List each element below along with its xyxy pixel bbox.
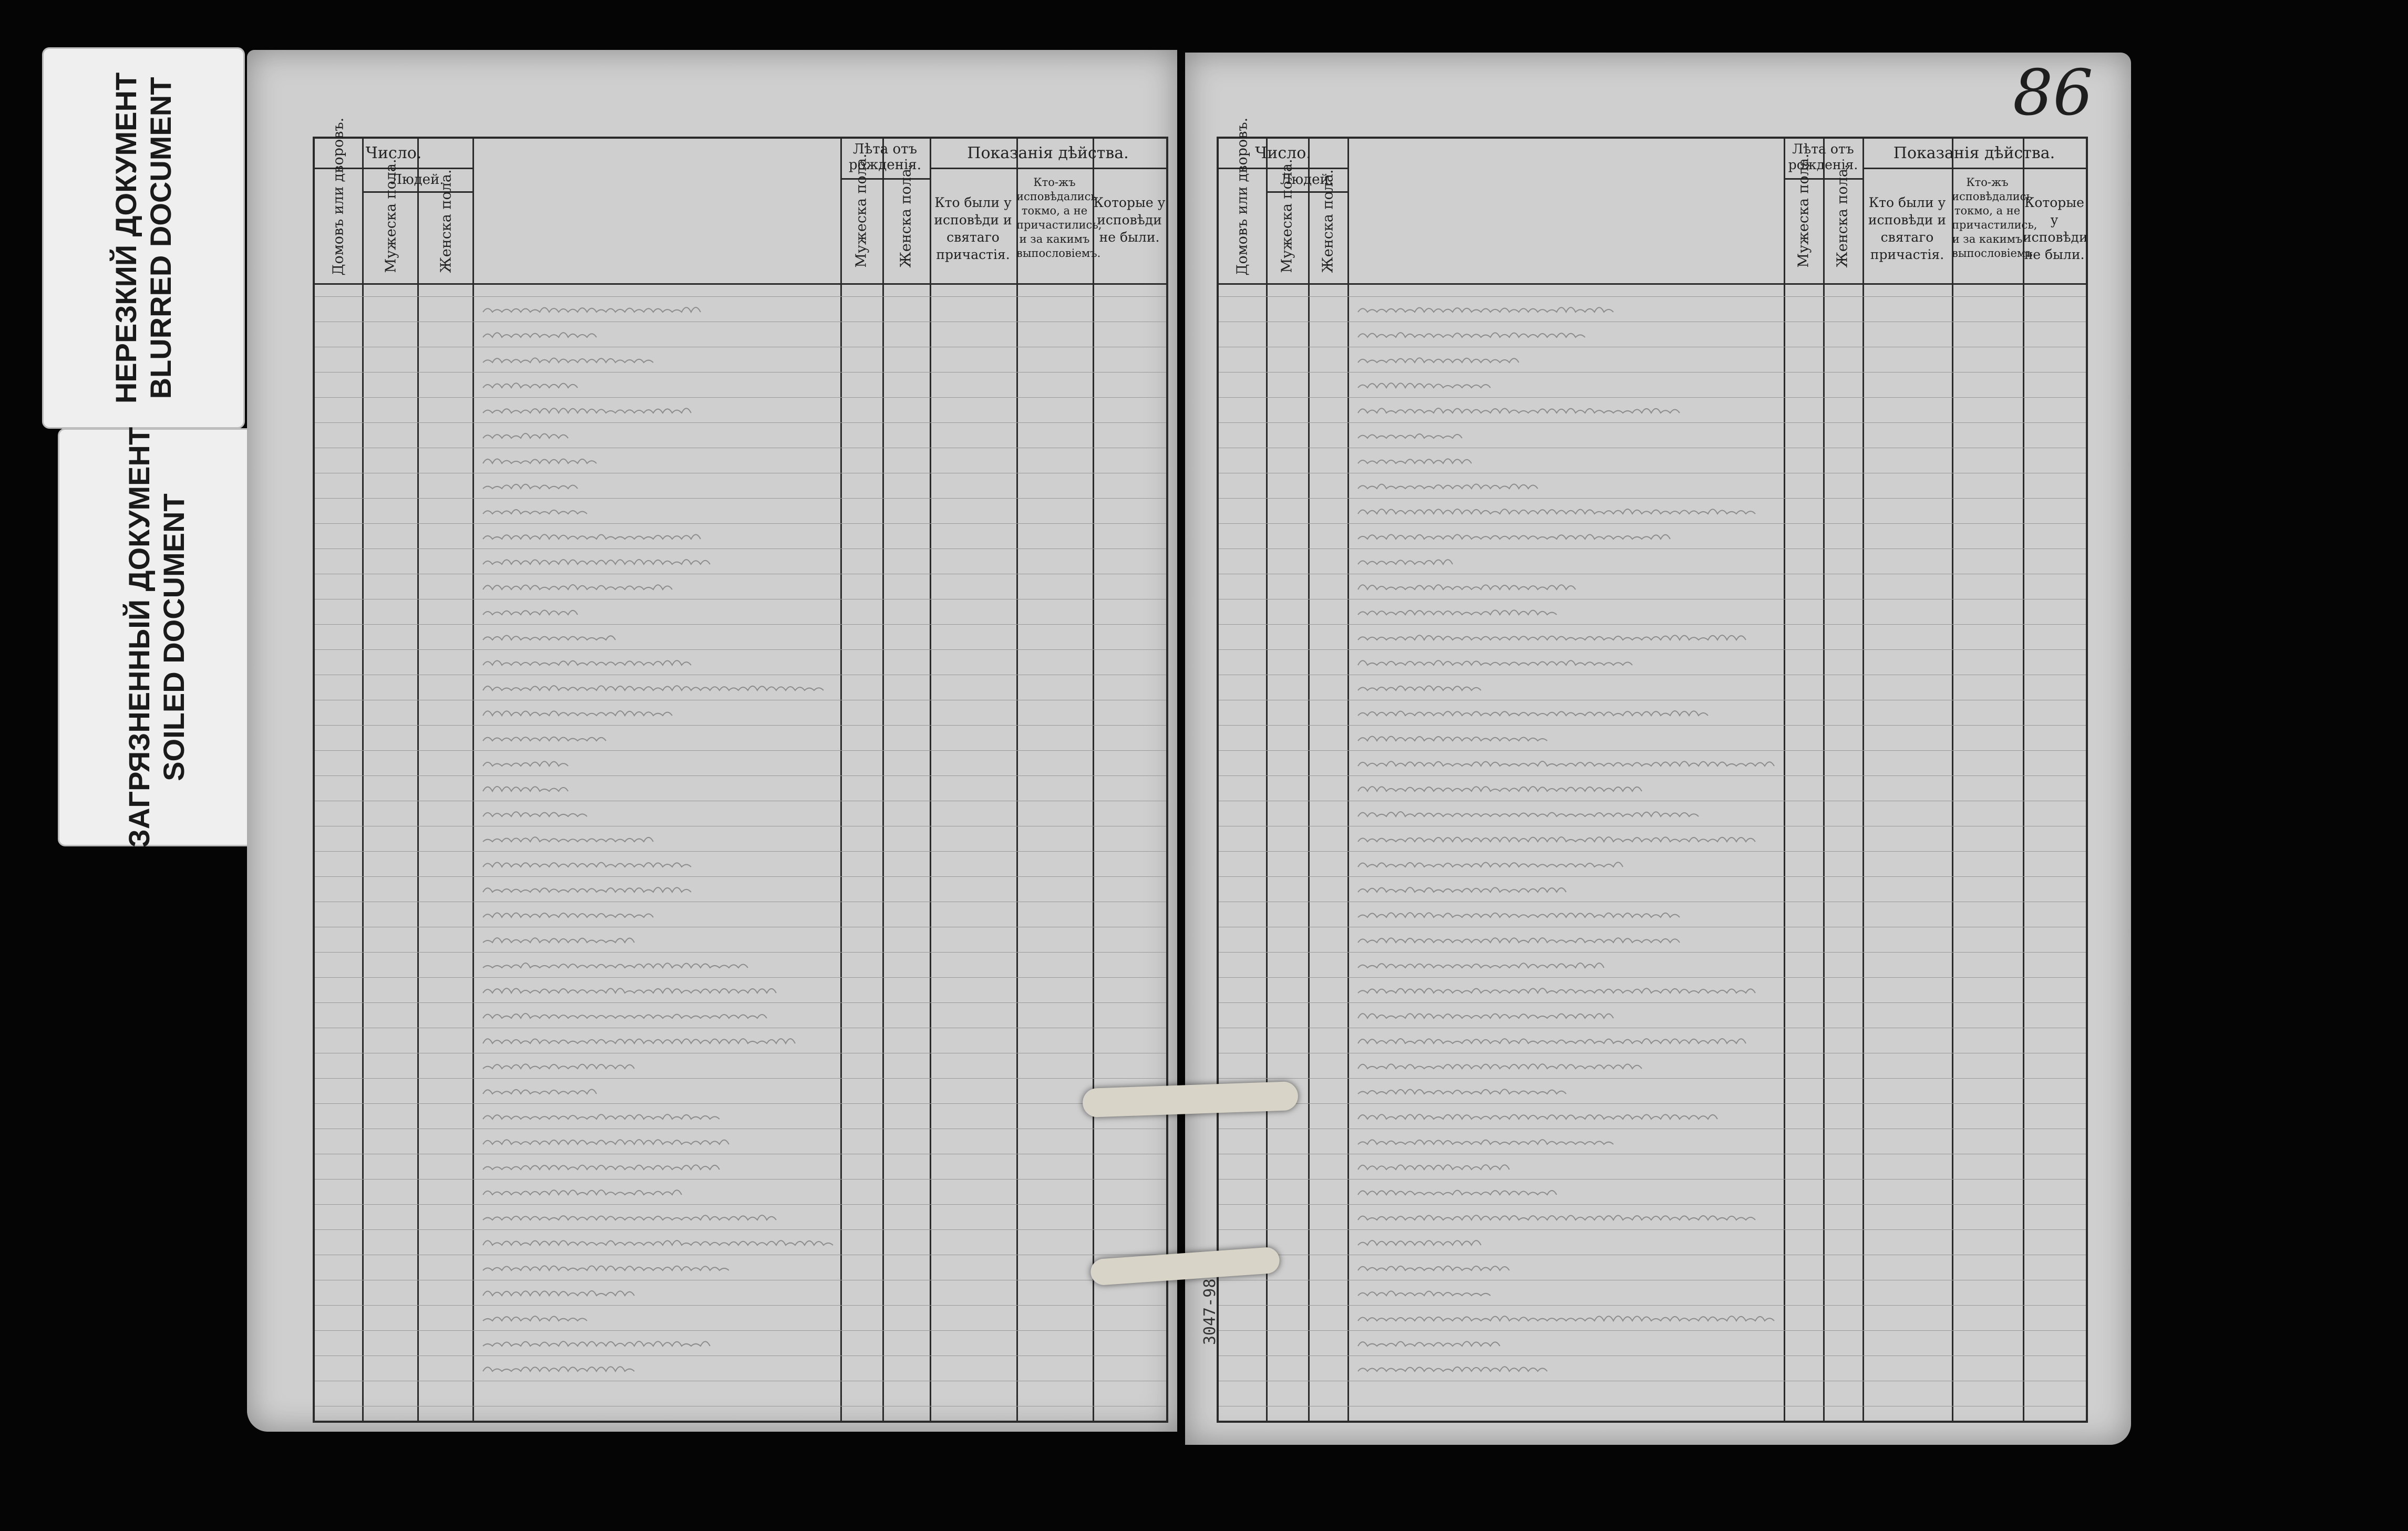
handwriting-stroke [483, 1291, 634, 1296]
handwriting-stroke [483, 484, 578, 489]
handwriting-stroke [1358, 1240, 1481, 1245]
handwriting-stroke [1358, 484, 1538, 489]
handwriting-stroke [1358, 1291, 1490, 1296]
header-pokazaniya-right: Показанія дѣйства. [1893, 144, 2055, 162]
handwriting-stroke [483, 938, 634, 943]
handwriting-stroke [1358, 1266, 1509, 1270]
handwriting-stroke [1358, 1165, 1509, 1170]
handwriting-stroke [483, 1140, 729, 1144]
header-lyudey: Людей. [390, 172, 444, 188]
handwriting-stroke [1358, 761, 1774, 766]
handwriting-stroke [483, 1039, 795, 1043]
header-leta-zhen: Женска пола. [898, 164, 914, 268]
handwriting-stroke [1358, 1191, 1557, 1195]
handwriting-stroke [483, 863, 691, 867]
handwriting-stroke [483, 610, 578, 615]
handwriting-stroke [1358, 1140, 1613, 1144]
handwriting-stroke [483, 1013, 767, 1018]
header-ispov: Кто-жъ исповѣдались токмо, а не причастились, и за какимъ выпословіемъ. [1016, 176, 1102, 260]
handwriting-stroke [1358, 434, 1462, 438]
header-muzh: Мужеска пола. [383, 159, 399, 273]
blurred-label-en: BLURRED DOCUMENT [144, 77, 177, 399]
handwriting-stroke [1358, 408, 1680, 413]
blurred-label-ru: НЕРЕЗКИЙ ДОКУМЕНТ [109, 72, 142, 404]
handwriting-stroke [483, 787, 568, 791]
header-leta-zhen-right: Женска пола. [1834, 164, 1851, 268]
handwriting-stroke [483, 660, 691, 665]
handwriting-stroke [483, 837, 653, 842]
soiled-label-ru: ЗАГРЯЗНЕННЫЙ ДОКУМЕНТ [122, 427, 156, 848]
handwriting-stroke [1358, 887, 1566, 892]
handwriting-stroke [483, 585, 672, 589]
handwriting-stroke [483, 1215, 776, 1220]
header-ne-byli: Которые у исповѣди не были. [1093, 195, 1166, 245]
handwriting-stroke [1358, 1341, 1500, 1346]
handwriting-stroke [1358, 963, 1604, 968]
soiled-label-en: SOILED DOCUMENT [157, 493, 190, 781]
handwriting-stroke [483, 534, 701, 539]
handwriting-stroke [483, 333, 596, 337]
header-leta: Лѣта отъ рожденія. [849, 141, 921, 173]
handwriting-stroke [483, 686, 824, 690]
handwriting-stroke [483, 1240, 833, 1245]
header-chislo: Число. [365, 144, 422, 162]
handwriting-stroke [1358, 837, 1755, 842]
handwriting-stroke [1358, 534, 1670, 539]
handwriting-stroke [483, 887, 691, 892]
handwriting-stroke [483, 963, 748, 968]
handwriting-stroke [1358, 736, 1547, 741]
handwriting-stroke [483, 711, 672, 716]
handwriting-stroke [483, 1190, 682, 1195]
handwriting-stroke [1358, 1367, 1547, 1371]
handwriting-stroke [483, 1064, 634, 1069]
handwriting-stroke [1358, 358, 1519, 363]
header-leta-muzh-right: Мужеска пола. [1795, 153, 1812, 268]
header-lyudey-right: Людей. [1280, 172, 1334, 188]
handwriting-stroke [483, 1165, 719, 1170]
handwriting-stroke [483, 1089, 596, 1094]
handwriting-stroke [1358, 509, 1755, 514]
handwriting-stroke [483, 510, 587, 514]
handwriting-stroke [1358, 1064, 1642, 1069]
handwriting-stroke [1358, 1013, 1613, 1018]
header-byli: Кто были у исповѣди и святаго причастія. [934, 195, 1012, 262]
handwriting-stroke [1358, 1215, 1755, 1220]
handwriting-stroke [1358, 938, 1680, 943]
soiled-document-label [58, 428, 255, 846]
handwriting-stroke [1358, 660, 1632, 665]
header-muzh-right: Мужеска пола. [1279, 159, 1295, 273]
left-register-table [313, 117, 1168, 1423]
right-handwriting [1219, 117, 2086, 1421]
header-ispov-right: Кто-жъ исповѣдались токмо, а не причастились, и за какимъ выпословіемъ. [1952, 176, 2037, 260]
handwriting-stroke [1358, 1316, 1774, 1321]
header-leta-muzh: Мужеска пола. [853, 153, 870, 268]
handwriting-stroke [483, 1341, 710, 1346]
handwriting-stroke [483, 1266, 729, 1270]
handwriting-stroke [1358, 988, 1755, 993]
header-domov: Домовъ или дворовъ. [330, 117, 347, 276]
header-ne-byli-right: Которые у исповѣди не были. [2023, 195, 2088, 262]
handwriting-stroke [1358, 812, 1699, 816]
handwriting-stroke [1358, 635, 1746, 640]
handwriting-stroke [1358, 1039, 1746, 1043]
handwriting-stroke [1358, 913, 1680, 917]
handwriting-stroke [483, 988, 776, 993]
page-number: 86 [2013, 57, 2093, 130]
handwriting-stroke [1358, 333, 1585, 337]
right-register-table [1217, 117, 2088, 1423]
handwriting-stroke [483, 812, 587, 816]
handwriting-stroke [483, 913, 653, 917]
handwriting-stroke [1358, 383, 1490, 388]
header-chislo-right: Число. [1255, 144, 1311, 162]
left-page [247, 50, 1177, 1432]
header-byli-right: Кто были у исповѣди и святаго причастія. [1868, 195, 1947, 262]
handwriting-stroke [1358, 711, 1708, 716]
handwriting-stroke [1358, 862, 1623, 867]
handwriting-stroke [483, 1316, 587, 1321]
handwriting-stroke [483, 433, 568, 438]
handwriting-stroke [1358, 787, 1642, 791]
header-zhen: Женска пола. [438, 169, 455, 273]
archive-serial: 3047-98 [1201, 1278, 1219, 1345]
header-leta-right: Лѣта отъ рожденія. [1788, 141, 1858, 172]
handwriting-stroke [1358, 560, 1453, 564]
handwriting-stroke [483, 408, 691, 413]
handwriting-stroke [483, 307, 701, 312]
header-domov-right: Домовъ или дворовъ. [1234, 117, 1251, 276]
handwriting-stroke [483, 358, 653, 363]
header-zhen-right: Женска пола. [1320, 169, 1336, 273]
handwriting-stroke [483, 1114, 719, 1119]
handwriting-stroke [483, 560, 710, 564]
handwriting-stroke [483, 636, 615, 640]
handwriting-stroke [1358, 1089, 1566, 1094]
handwriting-stroke [1358, 459, 1471, 463]
handwriting-stroke [1358, 610, 1557, 615]
left-handwriting [315, 117, 1166, 1421]
handwriting-stroke [483, 459, 596, 463]
blurred-document-label [42, 47, 245, 429]
right-page [1185, 53, 2131, 1445]
header-pokazaniya: Показанія дѣйства. [967, 144, 1129, 162]
handwriting-stroke [1358, 686, 1481, 690]
handwriting-stroke [483, 383, 578, 388]
handwriting-stroke [483, 737, 606, 741]
handwriting-stroke [483, 1367, 634, 1371]
handwriting-stroke [483, 761, 568, 766]
handwriting-stroke [1358, 1114, 1717, 1119]
handwriting-stroke [1358, 307, 1613, 312]
handwriting-stroke [1358, 585, 1576, 589]
